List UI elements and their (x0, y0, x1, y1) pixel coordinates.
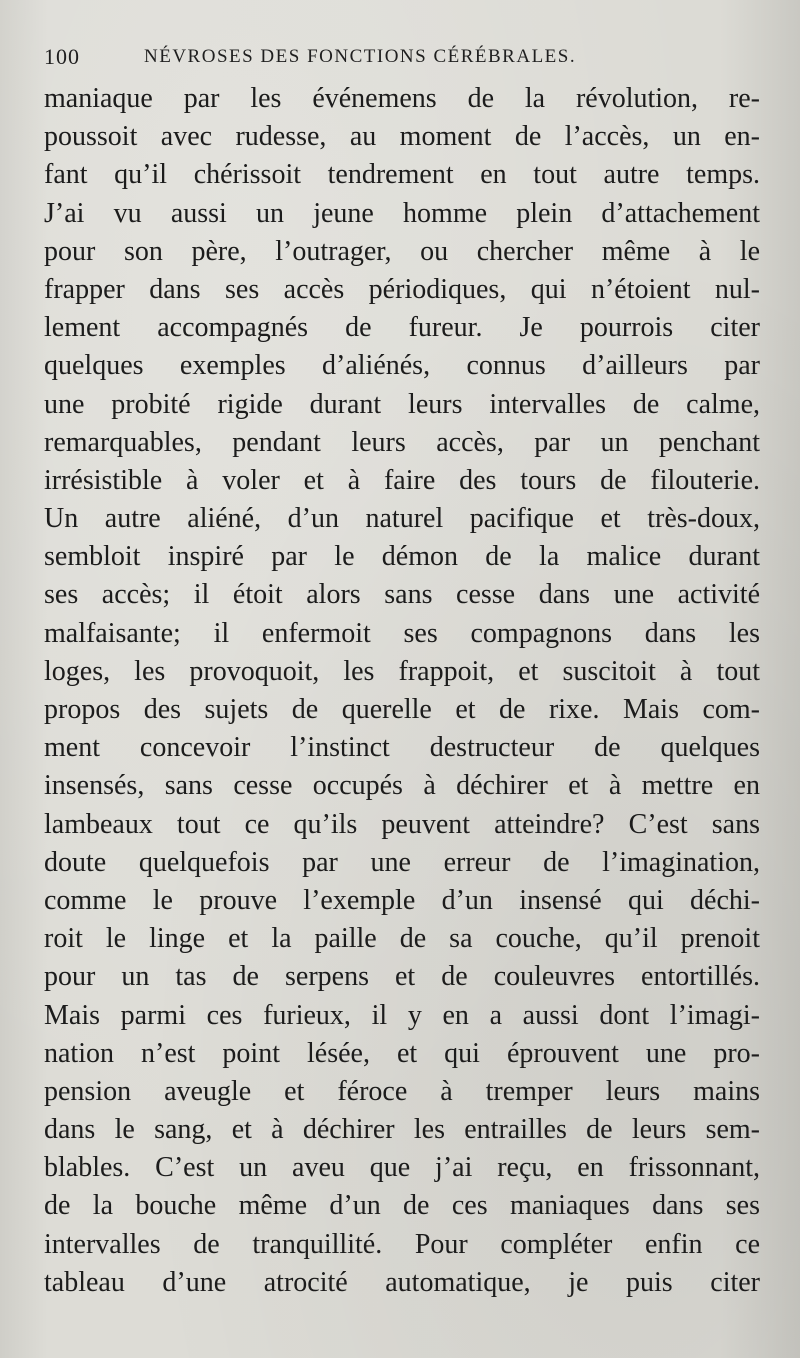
text-line: malfaisante; il enfermoit ses compagnons dans les (44, 617, 760, 649)
body-text (44, 80, 760, 1302)
text-line: ment concevoir l’instinct destructeur de quelques (44, 732, 760, 764)
text-line: intervalles de tranquillité. Pour compléter enfin ce (44, 1228, 760, 1260)
text-line: irrésistible à voler et à faire des tours de filouterie. (44, 464, 760, 496)
text-line: quelques exemples d’aliénés, connus d’ailleurs par (44, 350, 760, 382)
text-line: Un autre aliéné, d’un naturel pacifique et très-doux, (44, 503, 760, 535)
text-line: remarquables, pendant leurs accès, par un penchant (44, 426, 760, 458)
text-line: de la bouche même d’un de ces maniaques dans ses (44, 1190, 760, 1222)
text-line: maniaque par les événemens de la révolution, re- (44, 83, 760, 114)
text-line: roit le linge et la paille de sa couche, qu’il prenoit (44, 923, 760, 955)
page-header (44, 44, 764, 76)
text-line: lambeaux tout ce qu’ils peuvent atteindre? C’est sans (44, 808, 760, 840)
text-line: blables. C’est un aveu que j’ai reçu, en frissonnant, (44, 1152, 760, 1184)
text-line: pour un tas de serpens et de couleuvres entortillés. (44, 961, 760, 993)
text-line: loges, les provoquoit, les frappoit, et suscitoit à tout (44, 655, 760, 687)
text-line: frapper dans ses accès périodiques, qui n’étoient nul- (44, 273, 760, 305)
text-line: J’ai vu aussi un jeune homme plein d’attachement (44, 197, 760, 229)
text-line: tableau d’une atrocité automatique, je puis citer (44, 1266, 760, 1298)
text-line: propos des sujets de querelle et de rixe. Mais com- (44, 694, 760, 725)
page-number: 100 (44, 44, 80, 69)
text-line: ses accès; il étoit alors sans cesse dans une activité (44, 579, 760, 611)
text-line: pension aveugle et féroce à tremper leurs mains (44, 1075, 760, 1107)
text-line: nation n’est point lésée, et qui éprouvent une pro- (44, 1037, 760, 1069)
text-line: Mais parmi ces furieux, il y en a aussi dont l’imagi- (44, 999, 760, 1031)
text-line: insensés, sans cesse occupés à déchirer et à mettre en (44, 770, 760, 802)
running-head: NÉVROSES DES FONCTIONS CÉRÉBRALES. (144, 46, 577, 67)
text-line: lement accompagnés de fureur. Je pourrois citer (44, 312, 760, 344)
text-line: comme le prouve l’exemple d’un insensé qui déchi- (44, 884, 760, 916)
text-line: poussoit avec rudesse, au moment de l’accès, un en- (44, 121, 760, 153)
text-line: une probité rigide durant leurs intervalles de calme, (44, 388, 760, 420)
text-line: fant qu’il chérissoit tendrement en tout autre temps. (44, 159, 760, 191)
text-line: pour son père, l’outrager, ou chercher même à le (44, 235, 760, 267)
text-line: sembloit inspiré par le démon de la malice durant (44, 541, 760, 573)
text-line: dans le sang, et à déchirer les entrailles de leurs sem- (44, 1114, 760, 1146)
text-line: doute quelquefois par une erreur de l’imagination, (44, 846, 760, 878)
